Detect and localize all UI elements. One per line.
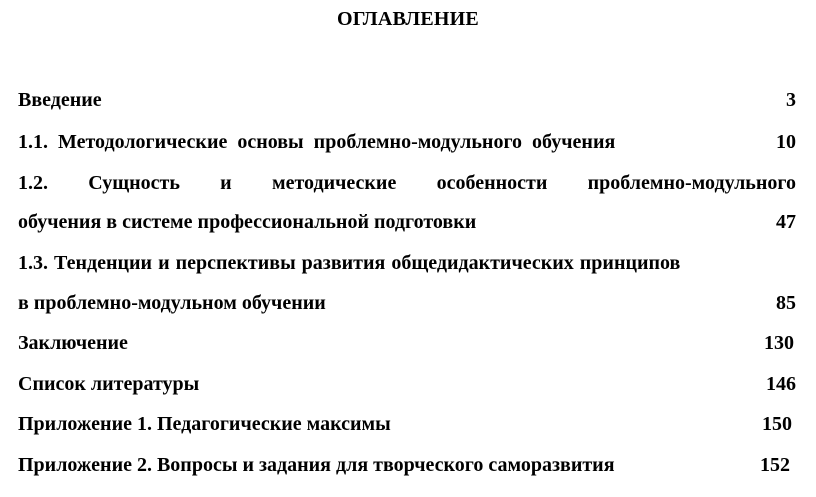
toc-entry-page: 10	[776, 131, 796, 153]
toc-entry-1-1	[18, 131, 798, 161]
toc-entry-appendix-1	[18, 413, 798, 443]
toc-entry-title: 1.1. Методологические основы проблемно-модульного обучения	[18, 131, 616, 153]
page-title: ОГЛАВЛЕНИЕ	[337, 8, 479, 30]
toc-entry-title: Заключение	[18, 332, 128, 354]
toc-entry-conclusion	[18, 332, 798, 362]
toc-entry-title: Введение	[18, 89, 102, 111]
toc-entry-1-3-line1	[18, 252, 798, 282]
toc-entry-title: 1.2. Сущность и методические особенности проблемно-модульного	[18, 172, 796, 194]
toc-entry-page: 146	[766, 373, 796, 395]
toc-entry-title-continued: в проблемно-модульном обучении	[18, 292, 326, 314]
toc-entry-1-3-line2	[18, 292, 798, 322]
toc-entry-appendix-2	[18, 454, 798, 484]
toc-entry-page: 3	[786, 89, 796, 111]
toc-entry-page: 47	[776, 211, 796, 233]
toc-entry-1-2-line1	[18, 172, 798, 202]
toc-entry-page: 130	[764, 332, 794, 354]
toc-entry-intro	[18, 89, 798, 119]
toc-entry-title: Приложение 1. Педагогические максимы	[18, 413, 391, 435]
toc-entry-page: 152	[760, 454, 790, 476]
toc-entry-page: 150	[762, 413, 792, 435]
toc-entry-references	[18, 373, 798, 403]
toc-entry-page: 85	[776, 292, 796, 314]
toc-entry-title: 1.3. Тенденции и перспективы развития общедидактических принципов	[18, 252, 681, 274]
toc-entry-title: Список литературы	[18, 373, 200, 395]
toc-entry-title-continued: обучения в системе профессиональной подготовки	[18, 211, 477, 233]
toc-entry-title: Приложение 2. Вопросы и задания для творческого саморазвития	[18, 454, 615, 476]
toc-entry-1-2-line2	[18, 211, 798, 241]
